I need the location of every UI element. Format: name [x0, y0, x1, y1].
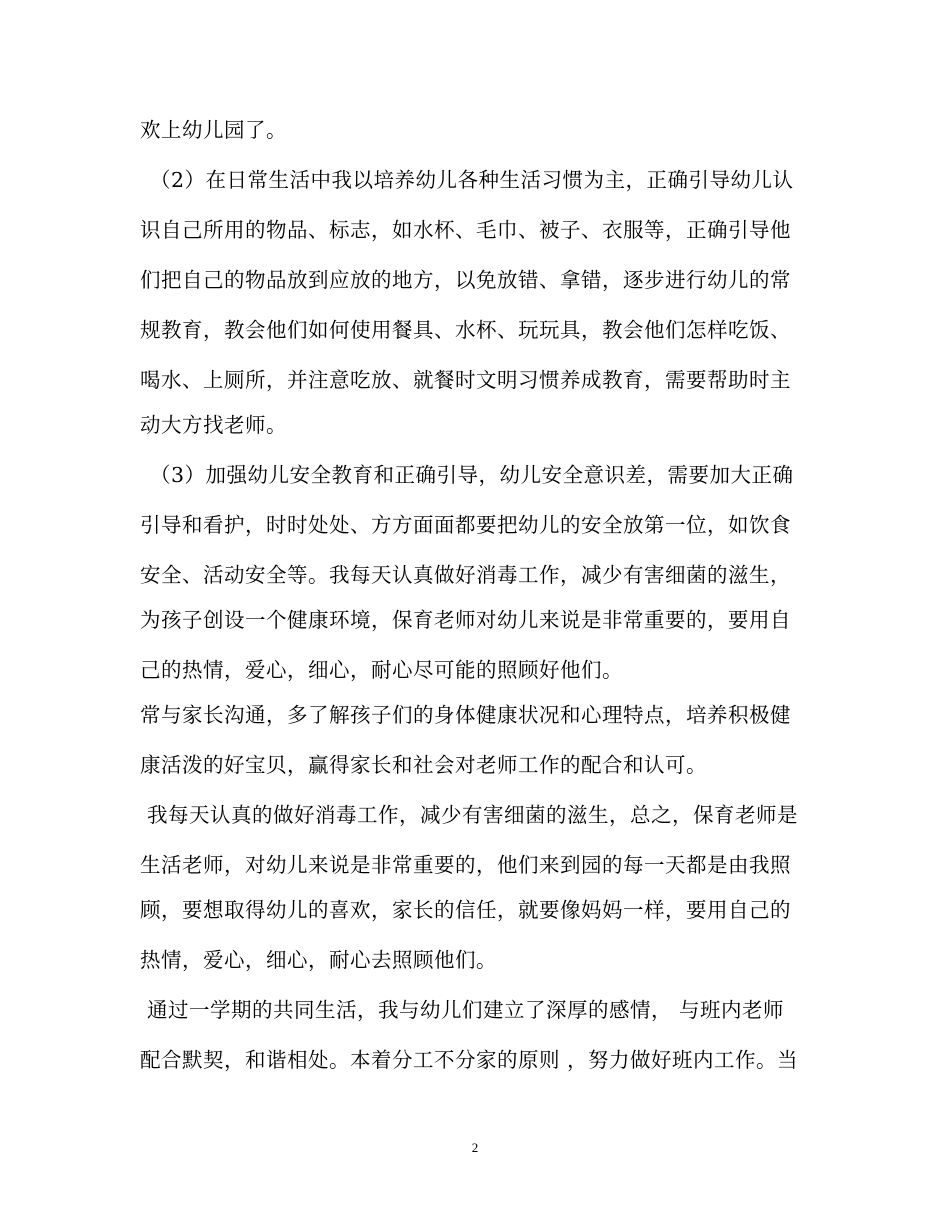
- text-line: 热情，爱心，细心，耐心去照顾他们。: [140, 948, 497, 972]
- text-line: 生活老师，对幼儿来说是非常重要的，他们来到园的每一天都是由我照: [140, 853, 791, 877]
- text-line: 为孩子创设一个健康环境，保育老师对幼儿来说是非常重要的，要用自: [140, 608, 791, 632]
- text-line: 识自己所用的物品、标志，如水杯、毛巾、被子、衣服等，正确引导他: [140, 218, 791, 242]
- text-line: 我每天认真的做好消毒工作，减少有害细菌的滋生，总之，保育老师是: [140, 803, 799, 827]
- text-line: 动大方找老师。: [140, 413, 287, 437]
- text-line: 配合默契，和谐相处。本着分工不分家的原则 ，努力做好班内工作。当: [140, 1048, 799, 1072]
- page-number: 2: [471, 1140, 479, 1155]
- text-line: 常与家长沟通，多了解孩子们的身体健康状况和心理特点，培养积极健: [140, 703, 791, 727]
- text-line: 引导和看护，时时处处、方方面面都要把幼儿的安全放第一位，如饮食: [140, 513, 791, 537]
- text-line: 通过一学期的共同生活，我与幼儿们建立了深厚的感情， 与班内老师: [140, 998, 785, 1022]
- text-line: （3）加强幼儿安全教育和正确引导，幼儿安全意识差，需要加大正确: [150, 463, 794, 487]
- text-line: 康活泼的好宝贝，赢得家长和社会对老师工作的配合和认可。: [140, 753, 707, 777]
- text-line: 安全、活动安全等。我每天认真做好消毒工作，减少有害细菌的滋生，: [140, 563, 791, 587]
- text-line: 规教育，教会他们如何使用餐具、水杯、玩玩具，教会他们怎样吃饭、: [140, 318, 791, 342]
- text-line: 们把自己的物品放到应放的地方，以免放错、拿错，逐步进行幼儿的常: [140, 268, 791, 292]
- text-line: 顾，要想取得幼儿的喜欢，家长的信任，就要像妈妈一样，要用自己的: [140, 898, 791, 922]
- text-line: 己的热情，爱心，细心，耐心尽可能的照顾好他们。: [140, 658, 623, 682]
- text-line: （2）在日常生活中我以培养幼儿各种生活习惯为主，正确引导幼儿认: [150, 168, 794, 192]
- text-line: 喝水、上厕所，并注意吃放、就餐时文明习惯养成教育，需要帮助时主: [140, 368, 791, 392]
- text-line: 欢上幼儿园了。: [140, 118, 287, 142]
